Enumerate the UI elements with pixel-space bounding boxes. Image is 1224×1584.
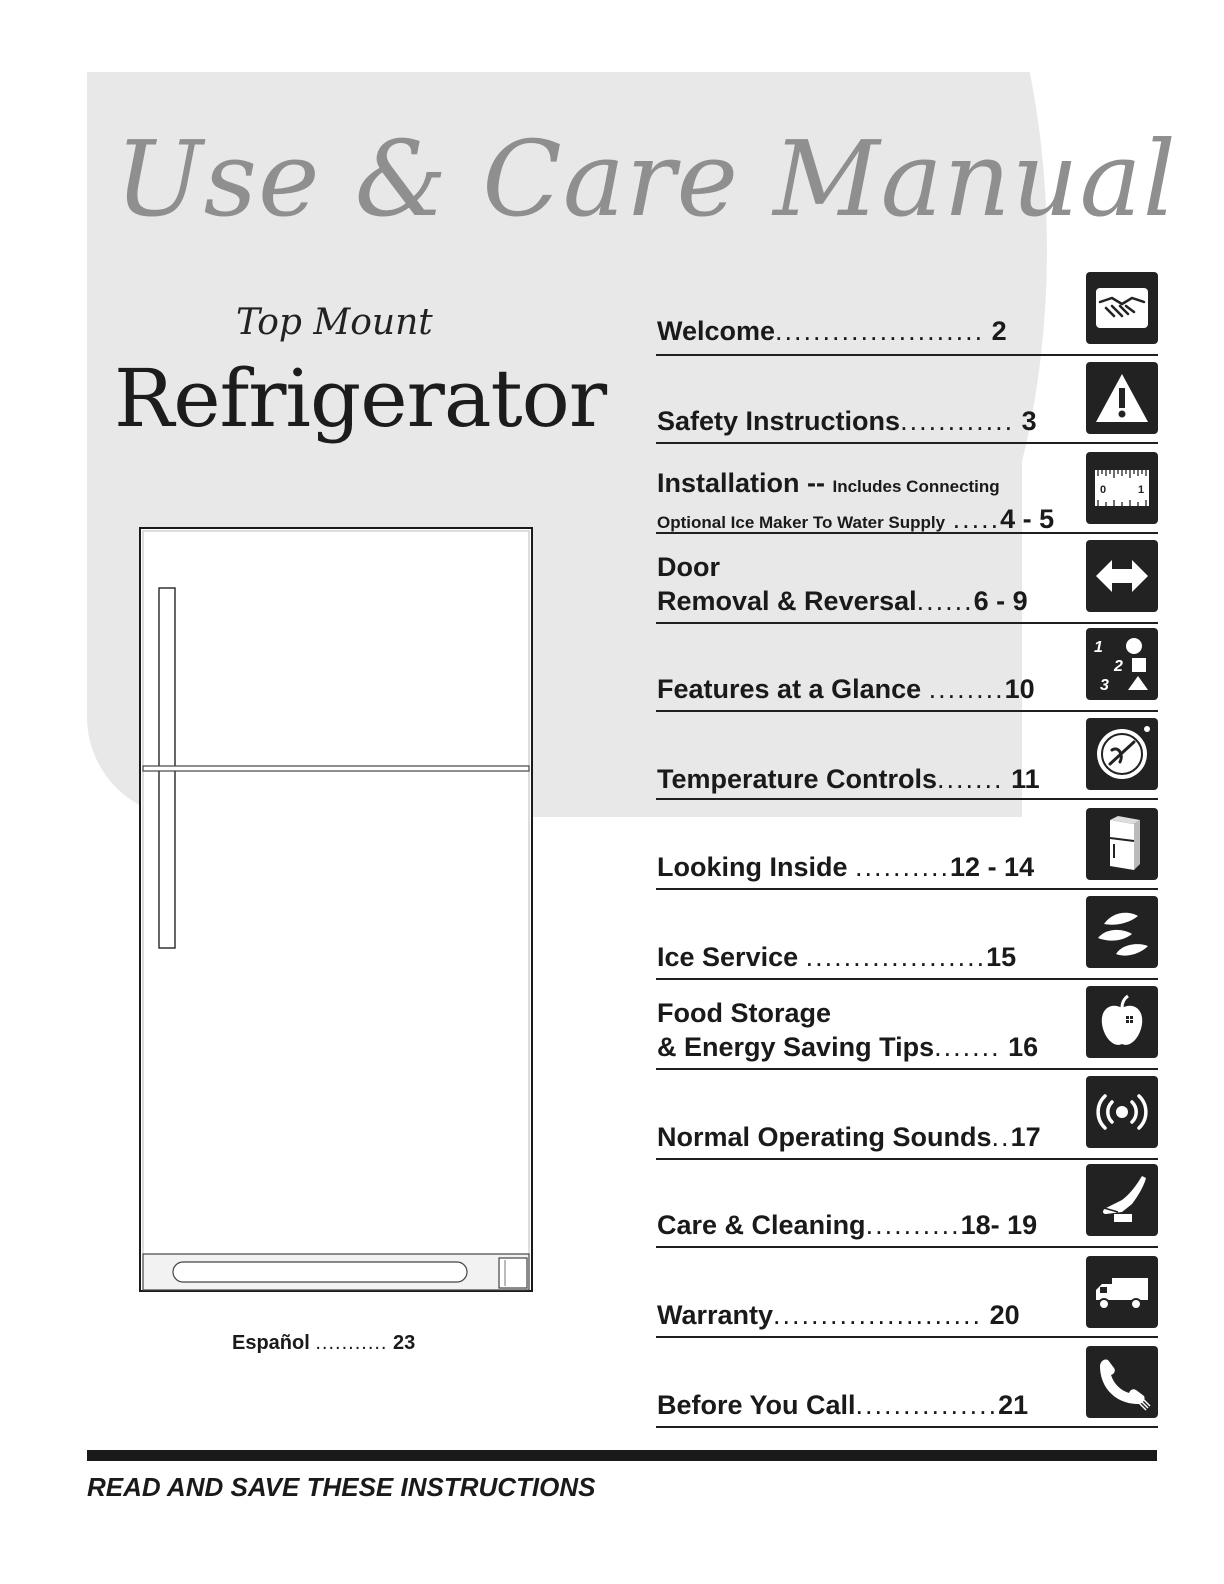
toc-page: 3: [1021, 406, 1037, 436]
toc-dots: ...............: [855, 1390, 999, 1420]
toc-entry-operating-sounds[interactable]: [656, 1072, 1158, 1160]
spanish-section-link[interactable]: [232, 1332, 415, 1355]
toc-entry-warranty[interactable]: [656, 1250, 1158, 1338]
spanish-label: Español: [232, 1332, 310, 1354]
toc-title: Safety Instructions: [657, 406, 901, 436]
toc-title: Welcome: [657, 316, 776, 346]
toc-page: 17: [1010, 1122, 1041, 1152]
toc-entry-care-cleaning[interactable]: [656, 1162, 1158, 1248]
toc-entry-ice-service[interactable]: [656, 892, 1158, 980]
toc-dots: ......................: [773, 1300, 983, 1330]
svg-text:1: 1: [1094, 639, 1103, 656]
toc-subtitle: Optional Ice Maker To Water Supply: [657, 513, 946, 532]
toc-entry-looking-inside[interactable]: [656, 802, 1158, 890]
toc-page: 11: [1011, 764, 1040, 794]
toc-entry-safety-instructions[interactable]: [656, 358, 1158, 444]
toc-entry-welcome[interactable]: [656, 270, 1158, 356]
toc-page: 10: [1004, 674, 1035, 704]
toc-dots: ...................: [805, 942, 987, 972]
toc-page: 18- 19: [960, 1210, 1038, 1240]
spanish-dots: ...........: [315, 1332, 388, 1354]
toc-entry-temperature-controls[interactable]: [656, 714, 1158, 800]
toc-entry-before-you-call[interactable]: [656, 1340, 1158, 1428]
toc-dots: ..: [991, 1122, 1011, 1152]
toc-title: Looking Inside: [657, 852, 856, 882]
toc-dots: ............: [900, 406, 1015, 436]
toc-dots: .....: [952, 504, 1001, 534]
truck-icon: [1086, 1256, 1158, 1328]
handshake-icon: [1086, 272, 1158, 344]
phone-icon: [1086, 1346, 1158, 1418]
toc-title: Door: [657, 552, 720, 582]
toc-entry-food-storage[interactable]: [656, 982, 1158, 1070]
refrigerator-illustration: [139, 527, 533, 1292]
ice-icon: [1086, 896, 1158, 968]
manual-title: Use & Care Manual: [115, 118, 1177, 240]
toc-page: 21: [998, 1390, 1029, 1420]
cleaning-hand-icon: [1086, 1164, 1158, 1236]
toc-dots: ......................: [775, 316, 985, 346]
toc-dots: .......: [937, 764, 1004, 794]
toc-dots: .......: [934, 1032, 1001, 1062]
toc-page: 4 - 5: [1000, 504, 1055, 534]
toc-title: Installation --: [657, 468, 833, 498]
toc-subtitle: & Energy Saving Tips: [657, 1032, 935, 1062]
toc-page: 16: [1008, 1032, 1039, 1062]
product-subtitle: Top Mount: [236, 302, 433, 343]
svg-text:2: 2: [1114, 658, 1123, 675]
shapes-icon: [1086, 628, 1158, 700]
toc-title: Before You Call: [657, 1390, 856, 1420]
svg-text:0: 0: [1100, 484, 1107, 496]
sound-icon: [1086, 1076, 1158, 1148]
apple-icon: [1086, 986, 1158, 1058]
toc-dots: ..........: [865, 1210, 961, 1240]
toc-dots: ......: [916, 586, 974, 616]
toc-title: Ice Service: [657, 942, 806, 972]
svg-text:3: 3: [1100, 677, 1109, 694]
toc-entry-installation[interactable]: [656, 446, 1158, 534]
toc-title: Care & Cleaning: [657, 1210, 866, 1240]
toc-title: Features at a Glance: [657, 674, 929, 704]
refrigerator-icon: [1086, 808, 1158, 880]
toc-title: Warranty: [657, 1300, 774, 1330]
toc-entry-features[interactable]: [656, 626, 1158, 712]
toc-dots: ..........: [855, 852, 951, 882]
double-arrow-icon: [1086, 540, 1158, 612]
toc-title: Normal Operating Sounds: [657, 1122, 992, 1152]
toc-page: 2: [991, 316, 1007, 346]
thermostat-dial-icon: [1086, 718, 1158, 790]
toc-title: Temperature Controls: [657, 764, 938, 794]
toc-page: 15: [986, 942, 1017, 972]
toc-entry-door-removal[interactable]: [656, 536, 1158, 624]
toc-page: 20: [989, 1300, 1020, 1330]
spanish-page: 23: [393, 1332, 416, 1354]
footer-notice: READ AND SAVE THESE INSTRUCTIONS: [87, 1472, 596, 1502]
toc-title: Food Storage: [657, 998, 831, 1028]
warning-icon: [1086, 362, 1158, 434]
toc-page: 12 - 14: [950, 852, 1035, 882]
toc-page: 6 - 9: [973, 586, 1028, 616]
toc-title-note: Includes Connecting: [832, 477, 1000, 496]
svg-text:1: 1: [1138, 484, 1145, 496]
ruler-icon: [1086, 452, 1158, 524]
toc-subtitle: Removal & Reversal: [657, 586, 917, 616]
toc-dots: ........: [928, 674, 1005, 704]
product-name: Refrigerator: [114, 352, 607, 445]
footer-rule: [87, 1450, 1157, 1461]
